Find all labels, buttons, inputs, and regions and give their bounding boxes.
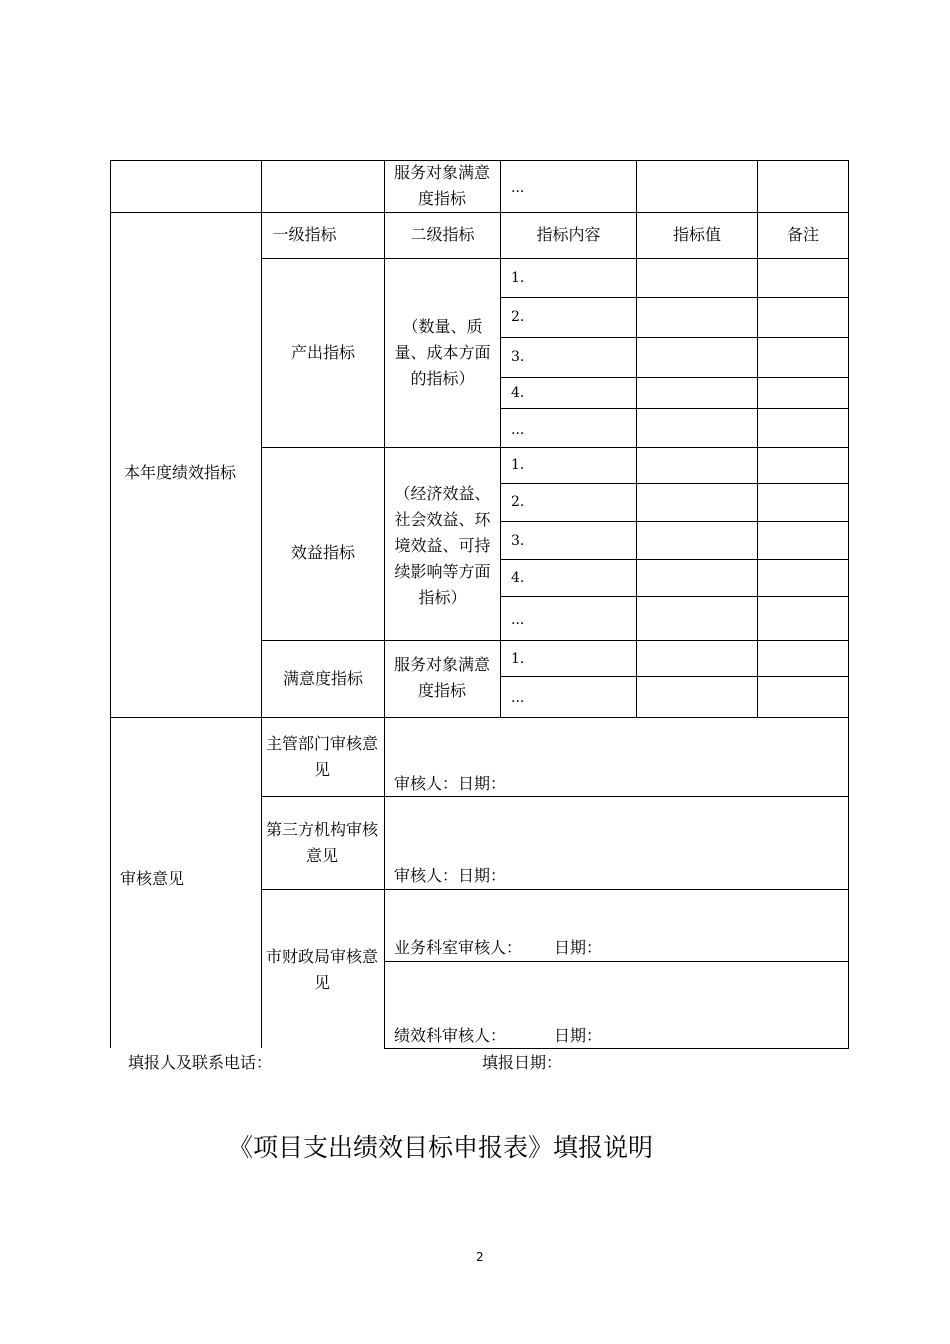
header-remark: 备注 bbox=[786, 225, 819, 244]
filler-contact-label: 填报人及联系电话： bbox=[128, 1053, 273, 1072]
review-dept-sign: 审核人：日期： bbox=[394, 774, 507, 793]
group-benefit-item-more: ... bbox=[511, 612, 525, 628]
group-benefit-item-3: 3. bbox=[511, 533, 525, 549]
table-line bbox=[261, 889, 849, 890]
table-line bbox=[261, 796, 849, 797]
group-output-item-1: 1. bbox=[511, 270, 525, 286]
table-line bbox=[384, 961, 849, 962]
header-level2: 二级指标 bbox=[410, 225, 475, 244]
table-line bbox=[500, 337, 849, 338]
group-satisfaction-item-1: 1. bbox=[511, 651, 525, 667]
review-finance-performance-date: 日期： bbox=[554, 1026, 603, 1045]
instructions-title: 《项目支出绩效目标申报表》填报说明 bbox=[228, 1133, 654, 1162]
group-benefit-item-1: 1. bbox=[511, 457, 525, 473]
header-value: 指标值 bbox=[672, 225, 721, 244]
group-benefit-level1: 效益指标 bbox=[290, 543, 355, 562]
table-line bbox=[500, 521, 849, 522]
table-line bbox=[500, 483, 849, 484]
group-output-item-2: 2. bbox=[511, 309, 525, 325]
table-line bbox=[500, 297, 849, 298]
table-line bbox=[261, 447, 849, 448]
group-benefit-item-2: 2. bbox=[511, 494, 525, 510]
group-output-level1: 产出指标 bbox=[290, 343, 355, 362]
fill-date-label: 填报日期： bbox=[482, 1053, 563, 1072]
review-dept-label: 主管部门审核意见 bbox=[266, 734, 379, 779]
group-satisfaction-level1: 满意度指标 bbox=[282, 669, 363, 688]
table-line bbox=[500, 596, 849, 597]
review-section-label: 审核意见 bbox=[120, 869, 185, 888]
group-benefit-level2: （经济效益、社会效益、环境效益、可持续影响等方面指标） bbox=[394, 484, 491, 607]
table-line bbox=[110, 160, 111, 1048]
review-thirdparty-label: 第三方机构审核意见 bbox=[266, 820, 379, 865]
table-line bbox=[500, 559, 849, 560]
table-line bbox=[848, 160, 849, 1049]
group-output-item-4: 4. bbox=[511, 385, 525, 401]
table-line bbox=[261, 640, 849, 641]
table-line bbox=[261, 160, 262, 1048]
review-thirdparty-sign: 审核人：日期： bbox=[394, 866, 507, 885]
group-output-item-more: ... bbox=[511, 422, 525, 438]
header-content: 指标内容 bbox=[536, 225, 601, 244]
review-finance-business-date: 日期： bbox=[554, 938, 603, 957]
table-line bbox=[384, 717, 385, 1049]
top-row-content: ... bbox=[511, 180, 525, 196]
table-line bbox=[110, 717, 849, 718]
top-row-level2: 服务对象满意度指标 bbox=[394, 163, 491, 208]
table-line bbox=[110, 212, 849, 213]
review-finance-performance-signer: 绩效科审核人： bbox=[394, 1026, 507, 1045]
page-number: 2 bbox=[476, 1250, 484, 1264]
header-level1: 一级指标 bbox=[272, 225, 337, 244]
review-finance-label: 市财政局审核意见 bbox=[266, 947, 379, 992]
table-line bbox=[261, 258, 849, 259]
group-output-item-3: 3. bbox=[511, 349, 525, 365]
table-line bbox=[500, 377, 849, 378]
group-satisfaction-level2: 服务对象满意度指标 bbox=[394, 655, 491, 700]
review-finance-business-signer: 业务科室审核人： bbox=[394, 938, 523, 957]
group-satisfaction-item-more: ... bbox=[511, 690, 525, 706]
table-line bbox=[500, 676, 849, 677]
section-label-annual-indicators: 本年度绩效指标 bbox=[124, 463, 237, 482]
table-line bbox=[500, 408, 849, 409]
group-output-level2: （数量、质量、成本方面的指标） bbox=[394, 317, 491, 388]
group-benefit-item-4: 4. bbox=[511, 570, 525, 586]
